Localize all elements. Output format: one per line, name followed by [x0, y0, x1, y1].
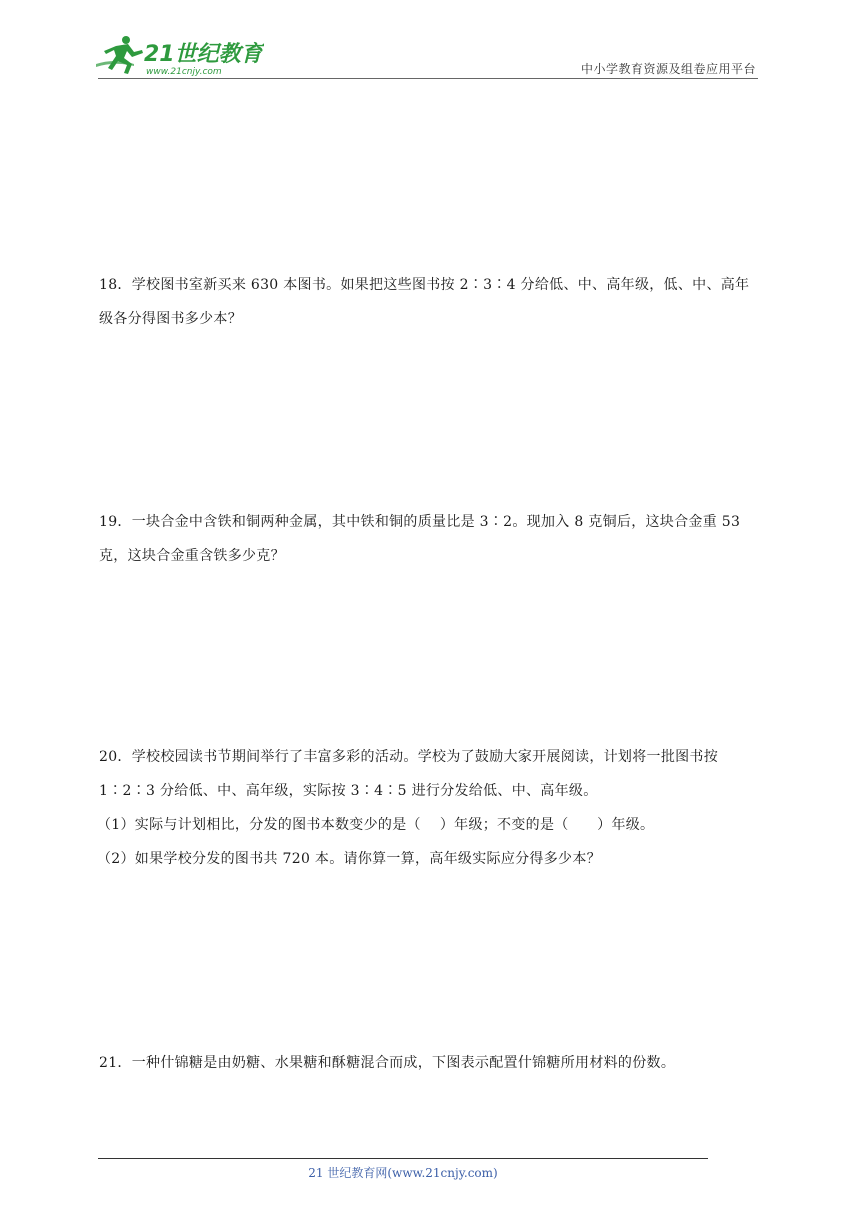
question-line: [99, 740, 761, 774]
sub-question-1: （1）实际与计划相比，分发的图书本数变少的是（ ）年级；不变的是（ ）年级。: [97, 817, 655, 833]
sub-question-2: （2）如果学校分发的图书共 720 本。请你算一算，高年级实际应分得多少本？: [97, 851, 601, 867]
question-number: 18．: [99, 277, 132, 293]
question-number: 21．: [99, 1055, 132, 1071]
footer-divider: [98, 1158, 708, 1159]
page-header: [0, 0, 860, 90]
page-footer: 21 世纪教育网(www.21cnjy.com): [308, 1166, 498, 1180]
question-text: 学校图书室新买来 630 本图书。如果把这些图书按 2∶3∶4 分给低、中、高年级，低、中、高年: [131, 277, 750, 293]
header-divider: [98, 78, 758, 79]
question-19: [99, 505, 761, 573]
question-number: 19．: [99, 514, 132, 530]
question-line: [99, 268, 761, 302]
logo-text: 21世纪教育: [144, 42, 263, 67]
question-text: 一块合金中含铁和铜两种金属，其中铁和铜的质量比是 3∶2。现加入 8 克铜后，这块合金重 53: [131, 514, 741, 530]
question-21: [99, 1046, 761, 1080]
21cnjy-logo: [94, 34, 264, 80]
question-line: 克，这块合金重含铁多少克？: [99, 548, 285, 564]
question-line: [99, 505, 761, 539]
platform-name: 中小学教育资源及组卷应用平台: [580, 62, 756, 76]
question-line: 级各分得图书多少本？: [99, 311, 242, 327]
question-text: 学校校园读书节期间举行了丰富多彩的活动。学校为了鼓励大家开展阅读，计划将一批图书按: [131, 749, 719, 765]
question-20: [99, 740, 761, 876]
question-18: [99, 268, 761, 336]
question-line: 1∶2∶3 分给低、中、高年级，实际按 3∶4∶5 进行分发给低、中、高年级。: [99, 783, 598, 799]
runner-icon: [96, 36, 143, 74]
question-text: 一种什锦糖是由奶糖、水果糖和酥糖混合而成，下图表示配置什锦糖所用材料的份数。: [131, 1055, 676, 1071]
question-line: [99, 1046, 761, 1080]
logo-url: www.21cnjy.com: [146, 67, 222, 77]
question-number: 20．: [99, 749, 132, 765]
